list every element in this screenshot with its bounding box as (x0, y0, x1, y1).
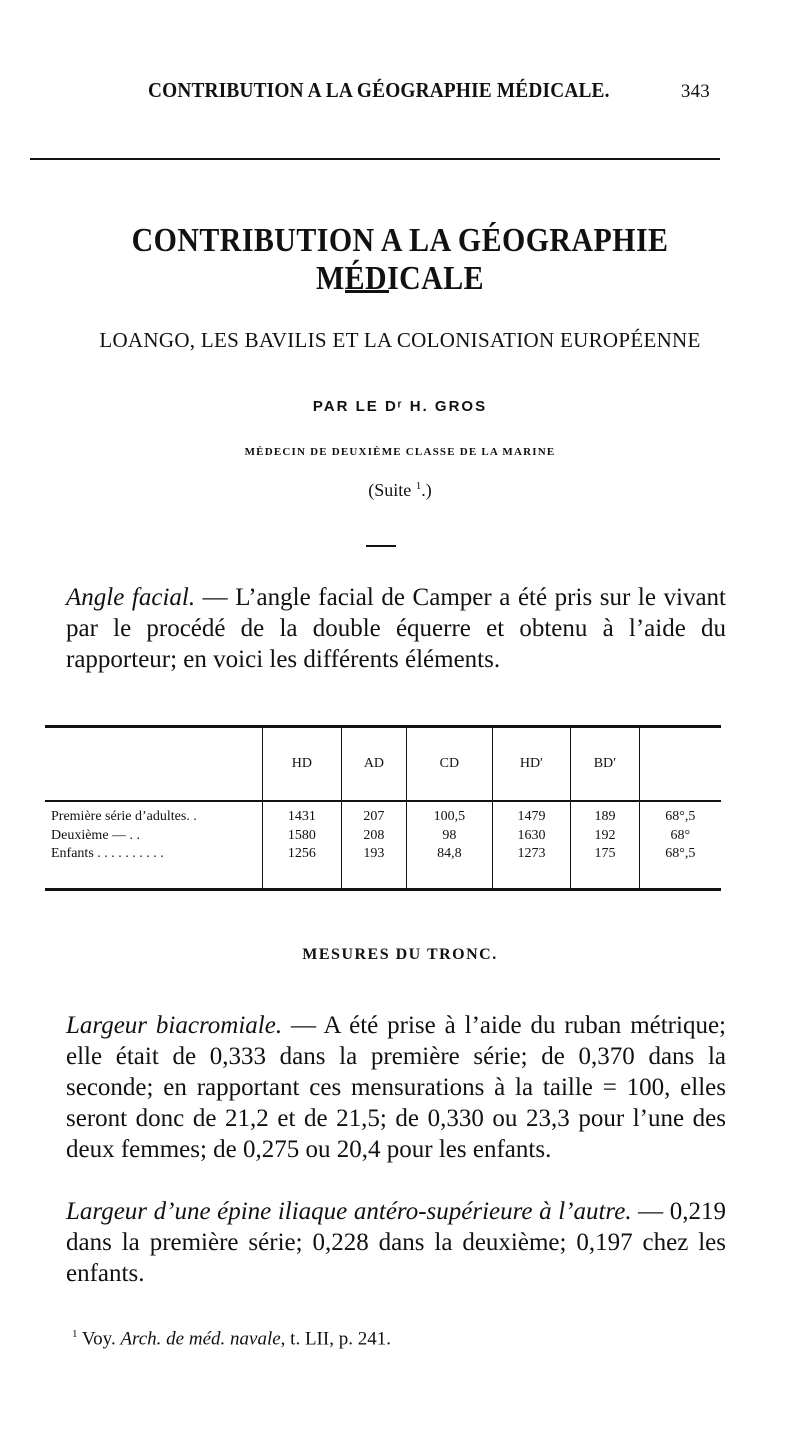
table-header-cell: HD′ (492, 728, 571, 801)
paragraph-iliaque (66, 1196, 726, 1289)
table-cell: 68° (639, 827, 721, 846)
table-cell: 68°,5 (639, 808, 721, 827)
header-rule (30, 158, 720, 160)
table-cell: 1256 (263, 846, 342, 888)
paragraph-body: — A été prise à l’aide du ruban métrique; elle était de 0,333 dans la première série; de 0,370 dans la seconde; en rapportant ces mensurations à la taille = 100, elles seront donc de 21,2 et de 21,5; de 0,330 ou 23,3 pour l’une des deux femmes; de 0,275 ou 20,4 pour les enfants. (66, 1012, 726, 1163)
table-row-label: Première série d’adultes. . (51, 809, 197, 825)
suite-text: (Suite (368, 480, 412, 500)
suite-line (200, 480, 600, 501)
table-cell: 207 (341, 808, 406, 827)
footnote-prefix: Voy. (77, 1328, 121, 1350)
table-header-cell (45, 728, 263, 801)
measurements-table (45, 725, 721, 891)
running-head (90, 78, 710, 108)
article-subtitle: LOANGO, LES BAVILIS ET LA COLONISATION EUROPÉENNE (99, 328, 701, 352)
table-cell: 68°,5 (639, 846, 721, 888)
footnote (72, 1328, 732, 1350)
table-row (45, 846, 721, 888)
table-cell: 208 (341, 827, 406, 846)
paragraph-angle-facial (66, 582, 726, 675)
paragraph-lead: Angle facial. (66, 584, 196, 611)
author-rank: MÉDECIN DE DEUXIÈME CLASSE DE LA MARINE (244, 446, 556, 458)
table-cell: 1431 (263, 808, 342, 827)
table-cell: 175 (571, 846, 639, 888)
table-cell: 1580 (263, 827, 342, 846)
table-cell: 1479 (492, 808, 571, 827)
table-cell: 84,8 (407, 846, 493, 888)
running-title: CONTRIBUTION A LA GÉOGRAPHIE MÉDICALE. (148, 78, 610, 102)
table-cell: 1273 (492, 846, 571, 888)
title-divider (345, 290, 389, 293)
table-header-cell: HD (263, 728, 342, 801)
table-spacer-row (45, 801, 721, 808)
table-row (45, 808, 721, 827)
table-cell: 189 (571, 808, 639, 827)
suite-divider (366, 545, 396, 547)
suite-close: .) (421, 480, 432, 500)
paragraph-body: — 0,219 dans la première série; 0,228 dans la deuxième; 0,197 chez les enfants. (66, 1198, 726, 1287)
table-header-cell: BD′ (571, 728, 639, 801)
article-title: CONTRIBUTION A LA GÉOGRAPHIE MÉDICALE (131, 222, 669, 297)
table-header-cell (639, 728, 721, 801)
paragraph-body: — L’angle facial de Camper a été pris sur le vivant par le procédé de la double équerre et obtenu à l’aide du rapporteur; en voici les différents éléments. (66, 584, 727, 673)
paragraph-lead: Largeur d’une épine iliaque antéro-supérieure à l’autre. (66, 1198, 632, 1225)
table-cell: 192 (571, 827, 639, 846)
table-row-label: Deuxième — . . (51, 828, 141, 844)
paragraph-biacromiale (66, 1010, 726, 1165)
table-row-label: Enfants . . . . . . . . . . (51, 845, 164, 861)
table-cell: 193 (341, 846, 406, 888)
table-header-cell: AD (341, 728, 406, 801)
suite-footnote-mark: 1 (415, 480, 422, 492)
paragraph-lead: Largeur biacromiale. (66, 1012, 283, 1039)
footnote-journal: Arch. de méd. navale (120, 1328, 281, 1350)
table-row (45, 827, 721, 846)
footnote-mark: 1 (72, 1328, 78, 1340)
table-header-row (45, 728, 721, 801)
page-number: 343 (680, 81, 710, 102)
table-cell: 100,5 (407, 808, 493, 827)
table-cell: 1630 (492, 827, 571, 846)
table-cell: 98 (407, 827, 493, 846)
footnote-suffix: , t. LII, p. 241. (280, 1328, 391, 1350)
section-heading: MESURES DU TRONC. (302, 946, 498, 963)
table-header-cell: CD (407, 728, 493, 801)
author-line: PAR LE Dʳ H. GROS (312, 398, 488, 415)
